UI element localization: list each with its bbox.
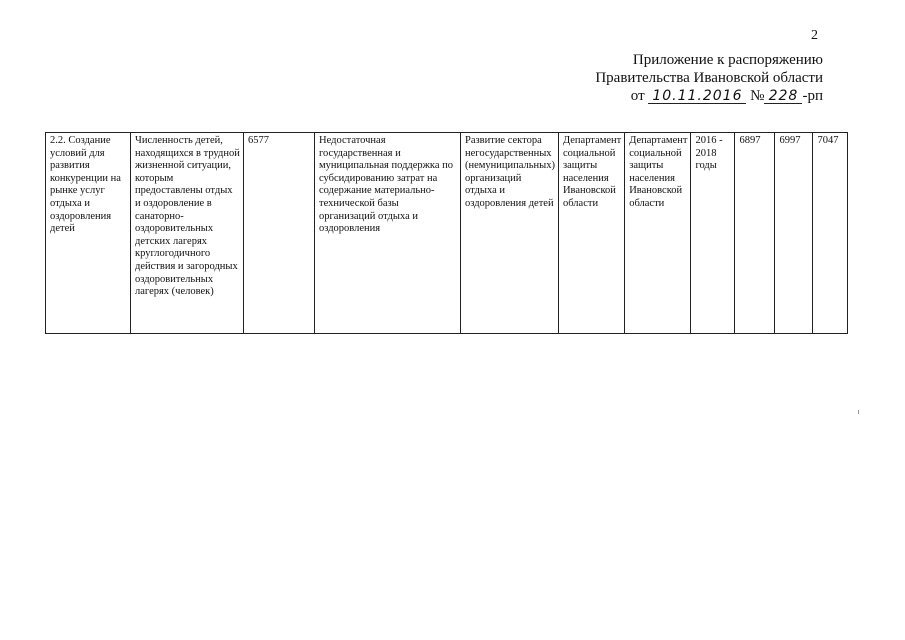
page-number: 2 xyxy=(811,28,818,43)
number-suffix: -рп xyxy=(802,88,823,104)
cell-value-2017: 6997 xyxy=(775,133,813,334)
table-row xyxy=(46,133,848,334)
cell-period: 2016 - 2018 годы xyxy=(691,133,735,334)
number-prefix: № xyxy=(750,88,765,104)
document-header xyxy=(595,51,823,105)
header-line-government: Правительства Ивановской области xyxy=(595,70,823,86)
cell-value-2016: 6897 xyxy=(735,133,775,334)
handwritten-number: 228 xyxy=(764,89,802,104)
scan-speck xyxy=(858,410,859,414)
cell-executor-responsible: Департамент социальной защиты населения Ивановской области xyxy=(558,133,624,334)
handwritten-date: 10.11.2016 xyxy=(648,89,746,104)
cell-goal: Развитие сектора негосударственных (немуниципальных) организаций отдыха и оздоровления детей xyxy=(461,133,559,334)
header-line-appendix: Приложение к распоряжению xyxy=(632,52,823,68)
cell-measure: 2.2. Создание условий для развития конкуренции на рынке услуг отдыха и оздоровления детей xyxy=(46,133,131,334)
cell-value-2018: 7047 xyxy=(813,133,848,334)
date-prefix: от xyxy=(630,88,645,104)
measures-table xyxy=(45,132,848,334)
cell-indicator: Численность детей, находящихся в трудной жизненной ситуации, которым предоставлены отдых и оздоровление в санаторно-оздоровительных детских лагерях круглогодичного действия и загородных оздоровительных лагерях (человек) xyxy=(131,133,244,334)
cell-executor-coexecutor: Департамент социальной защиты населения Ивановской области xyxy=(625,133,691,334)
header-line-date-number xyxy=(595,87,823,105)
cell-baseline-value: 6577 xyxy=(244,133,315,334)
cell-problem: Недостаточная государственная и муниципальная поддержка по субсидированию затрат на содержание материально-технической базы организаций отдыха и оздоровления xyxy=(315,133,461,334)
